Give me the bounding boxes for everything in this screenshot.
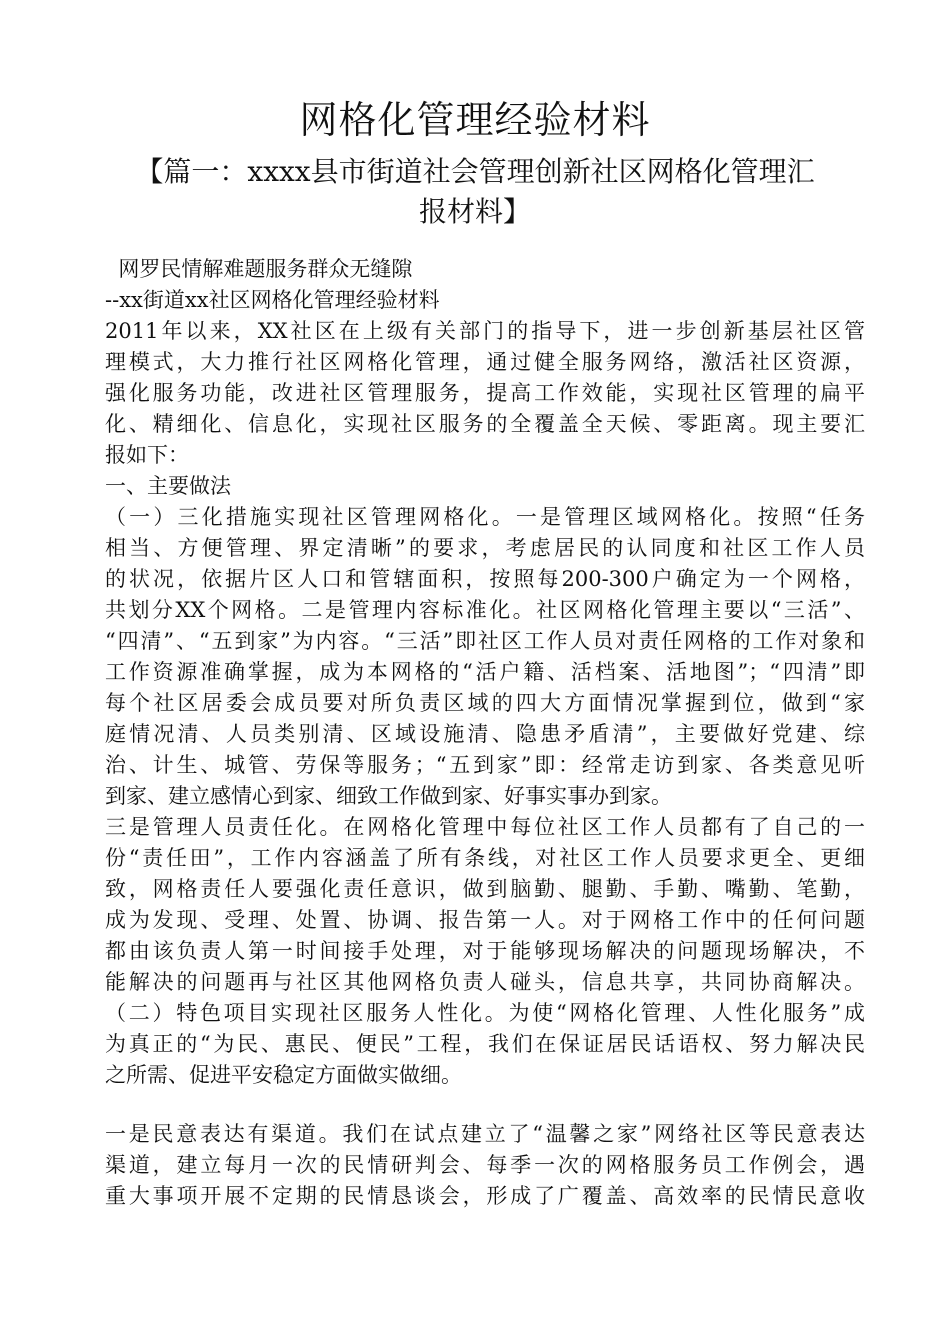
document-subtitle-line-1: 【篇一：xxxx县市街道社会管理创新社区网格化管理汇 — [135, 155, 815, 188]
body-line: 工作资源准确掌握，成为本网格的“活户籍、活档案、活地图”；“四清”即 — [105, 660, 865, 684]
document-title: 网格化管理经验材料 — [299, 98, 651, 142]
body-line: 每个社区居委会成员要对所负责区域的四大方面情况掌握到位，做到“家 — [105, 691, 865, 715]
body-line: 共划分XX个网格。二是管理内容标准化。社区网格化管理主要以“三活”、 — [105, 598, 865, 622]
body-line: 相当、方便管理、界定清晰”的要求，考虑居民的认同度和社区工作人员 — [105, 536, 865, 560]
body-line: 渠道，建立每月一次的民情研判会、每季一次的网格服务员工作例会，遇 — [105, 1153, 865, 1177]
body-line: 庭情况清、人员类别清、区域设施清、隐患矛盾清”，主要做好党建、综 — [105, 722, 865, 746]
body-line: 到家、建立感情心到家、细致工作做到家、好事实事办到家。 — [105, 784, 672, 808]
body-line: 理模式，大力推行社区网格化管理，通过健全服务网络，激活社区资源， — [105, 350, 865, 374]
body-line: 化、精细化、信息化，实现社区服务的全覆盖全天候、零距离。现主要汇 — [105, 412, 865, 436]
body-line: 份“责任田”，工作内容涵盖了所有条线，对社区工作人员要求更全、更细 — [105, 846, 865, 870]
paragraph-gap — [105, 1091, 865, 1119]
body-line: “四清”、“五到家”为内容。“三活”即社区工作人员对责任网格的工作对象和 — [105, 629, 865, 653]
body-line: 2011年以来，XX社区在上级有关部门的指导下，进一步创新基层社区管 — [105, 319, 865, 343]
body-line: （二）特色项目实现社区服务人性化。为使“网格化管理、人性化服务”成 — [105, 1001, 865, 1025]
body-line: 治、计生、城管、劳保等服务；“五到家”即：经常走访到家、各类意见听 — [105, 753, 865, 777]
body-line: 之所需、促进平安稳定方面做实做细。 — [105, 1063, 462, 1087]
body-line: 的状况，依据片区人口和管辖面积，按照每200-300户确定为一个网格， — [105, 567, 865, 591]
body-line: --xx街道xx社区网格化管理经验材料 — [105, 288, 440, 312]
body-line: 一是民意表达有渠道。我们在试点建立了“温馨之家”网络社区等民意表达 — [105, 1122, 865, 1146]
body-line: 报如下： — [105, 443, 189, 467]
body-line: 强化服务功能，改进社区管理服务，提高工作效能，实现社区管理的扁平 — [105, 381, 865, 405]
document-body — [105, 254, 865, 1212]
body-line: （一）三化措施实现社区管理网格化。一是管理区域网格化。按照“任务 — [105, 505, 865, 529]
body-line: 都由该负责人第一时间接手处理，对于能够现场解决的问题现场解决，不 — [105, 939, 865, 963]
body-line: 重大事项开展不定期的民情恳谈会，形成了广覆盖、高效率的民情民意收 — [105, 1184, 865, 1208]
body-line: 能解决的问题再与社区其他网格负责人碰头，信息共享，共同协商解决。 — [105, 970, 865, 994]
body-line: 致，网格责任人要强化责任意识，做到脑勤、腿勤、手勤、嘴勤、笔勤， — [105, 877, 865, 901]
document-subtitle-line-2: 报材料】 — [418, 195, 531, 228]
body-line: 三是管理人员责任化。在网格化管理中每位社区工作人员都有了自己的一 — [105, 815, 865, 839]
body-line: 成为发现、受理、处置、协调、报告第一人。对于网格工作中的任何问题 — [105, 908, 865, 932]
body-line: 为真正的“为民、惠民、便民”工程，我们在保证居民话语权、努力解决民 — [105, 1032, 865, 1056]
body-line: 网罗民情解难题服务群众无缝隙 — [105, 257, 413, 281]
body-line: 一、主要做法 — [105, 474, 231, 498]
